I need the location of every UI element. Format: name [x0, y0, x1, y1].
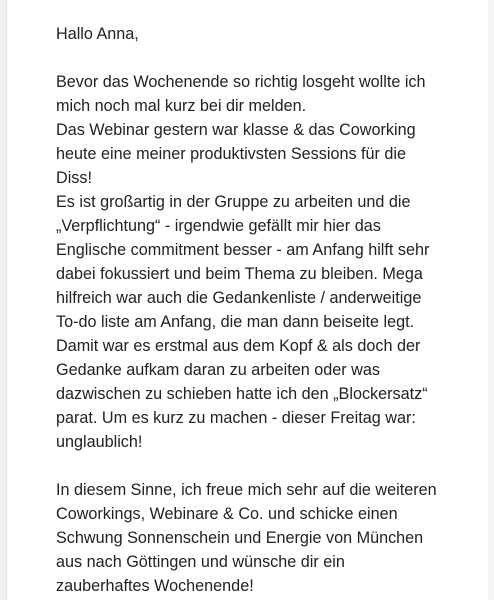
email-paragraph-1: Bevor das Wochenende so richtig losgeht wollte ich mich noch mal kurz bei dir melden. Das Webinar gestern war klasse & das Coworking heute eine meiner produktivsten Sessions für die Diss! Es ist großartig in der Gruppe zu arbeiten und die „Verpflichtung“ - irgendwie gefällt mir hier das Englische commitment besser - am Anfang hilft sehr dabei fokussiert und beim Thema zu bleiben. Mega hilfreich war auch die Gedankenliste / anderweitige To-do liste am Anfang, die man dann beiseite legt. Damit war es erstmal aus dem Kopf & als doch der Gedanke aufkam daran zu arbeiten oder was dazwischen zu schieben hatte ich den „Blockersatz“ parat. Um es kurz zu machen - dieser Freitag war: unglaublich! [56, 73, 430, 451]
window-right-edge [488, 0, 494, 600]
email-paragraph-2: In diesem Sinne, ich freue mich sehr auf die weiteren Coworkings, Webinare & Co. und schicke einen Schwung Sonnenschein und Energie von München aus nach Göttingen und wünsche dir ein zauberhaftes Wochenende! [56, 481, 437, 595]
email-body [56, 22, 466, 598]
window-left-edge [0, 0, 7, 600]
email-greeting: Hallo Anna, [56, 25, 139, 43]
